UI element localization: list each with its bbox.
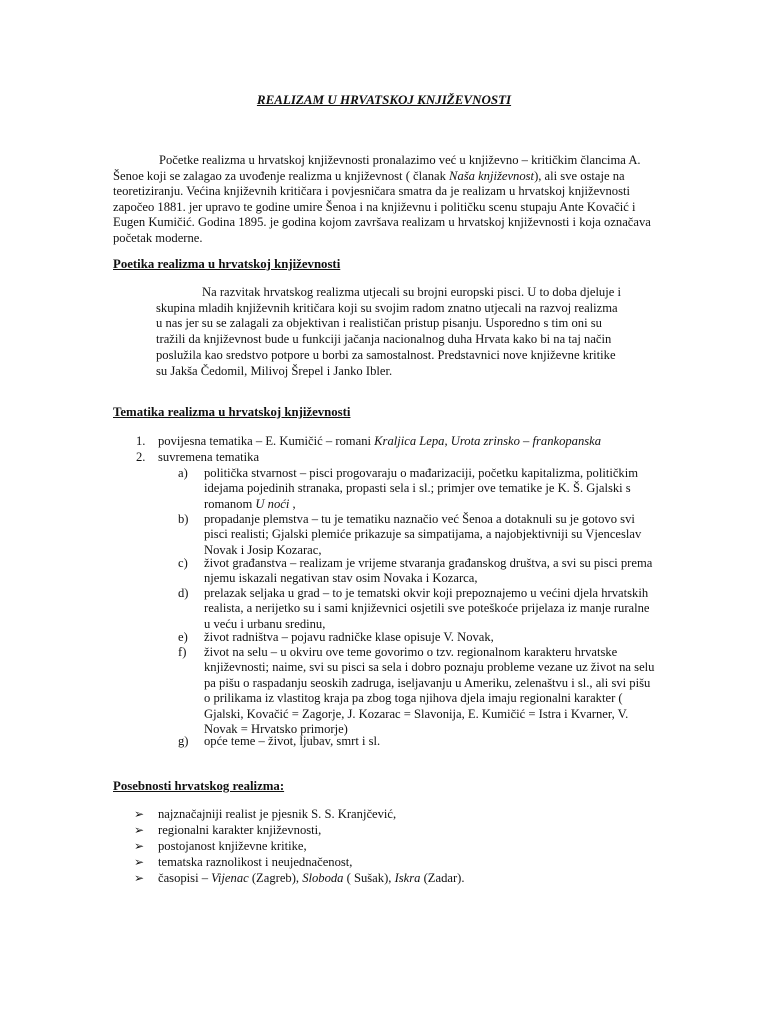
sub-text: život na selu – u okviru ove teme govorimo o tzv. regionalnom karakteru hrvatske književnosti; naime, svi su pisci sa sela i dobro poznaju probleme vezane uz život na selu pa pišu o raspadanju seoskih zadruga, iseljavanju u Ameriku, zelenaštvu i sl., ali svi pišu o prilikama iz vlastitog kraja pa zbog toga njihova djela imaju regionalni karakter ( Gjalski, Kovačić = Zagorje, J. Kozarac = Slavonija, E. Kumičić = Istra i Kvarner, V. Novak = Hrvatsko primorje) xyxy=(204,645,655,737)
novel-title: U noći xyxy=(255,496,290,511)
bullet-text: najznačajniji realist je pjesnik S. S. Kranjčević, xyxy=(158,807,397,821)
numbered-item-2 xyxy=(136,450,656,465)
bullet-t2: ( Sušak), xyxy=(343,871,395,885)
bullet-text: tematska raznolikost i neujednačenost, xyxy=(158,855,353,869)
item-number: 1. xyxy=(136,434,146,448)
item-text: povijesna tematika – E. Kumičić – romani xyxy=(158,434,375,448)
item-italic: Kraljica Lepa, Urota zrinsko – frankopanska xyxy=(374,434,602,448)
sub-item-g xyxy=(178,734,658,749)
sub-letter: d) xyxy=(178,586,189,600)
item-number: 2. xyxy=(136,450,146,464)
arrow-bullet-icon: ➢ xyxy=(134,855,145,869)
journal-sloboda: Sloboda xyxy=(302,871,344,885)
bullet-pre: časopisi – xyxy=(158,871,212,885)
arrow-bullet-icon: ➢ xyxy=(134,839,145,853)
section-heading-posebnosti: Posebnosti hrvatskog realizma: xyxy=(113,779,285,793)
sub-item-b xyxy=(178,512,658,558)
arrow-bullet-icon: ➢ xyxy=(134,807,145,821)
bullet-text: regionalni karakter književnosti, xyxy=(158,823,322,837)
sub-letter: c) xyxy=(178,556,188,570)
sub-text: život radništva – pojavu radničke klase opisuje V. Novak, xyxy=(204,630,494,644)
poetika-paragraph: Na razvitak hrvatskog realizma utjecali su brojni europski pisci. U to doba djeluje i skupina mladih književnih kritičara koji su svojim radom znatno utjecali na razvoj realizma u nas jer su se zalagali za objektivan i realističan pristup pisanju. Usporedno s tim oni su tražili da književnost bude u funkciji jačanja nacionalnog duha Hrvata kako bi na taj način poslužila kao sredstvo potpore u borbi za samostalnost. Predstavnici nove književne kritike su Jakša Čedomil, Milivoj Šrepel i Janko Ibler. xyxy=(156,285,621,378)
journal-iskra: Iskra xyxy=(394,871,421,885)
sub-text: politička stvarnost – pisci progovaraju o mađarizaciji, početku kapitalizma, političkim idejama pojedinih stranaka, propasti sela i sl.; primjer ove tematike je K. Š. Gjalski s romanom xyxy=(204,466,639,511)
document-title: REALIZAM U HRVATSKOJ KNJIŽEVNOSTI xyxy=(256,92,512,107)
intro-text-part1: Početke realizma u hrvatskoj književnosti pronalazimo već u književno – kritičkim člancima A. Šenoe koji se zalagao za uvođenje realizma u književnost ( članak xyxy=(113,153,641,183)
sub-text: propadanje plemstva – tu je tematiku naznačio već Šenoa a dotaknuli su je gotovo svi pisci realisti; Gjalski plemiće prikazuje sa simpatijama, a najobjektivniji su Vjenceslav Novak i Josip Kozarac, xyxy=(204,512,642,557)
sub-item-c xyxy=(178,556,658,587)
intro-article-title: Naša književnost xyxy=(449,168,535,183)
sub-letter: a) xyxy=(178,466,188,480)
arrow-bullet-icon: ➢ xyxy=(134,871,145,885)
sub-letter: b) xyxy=(178,512,189,526)
section-heading-poetika: Poetika realizma u hrvatskoj književnosti xyxy=(113,257,341,271)
sub-item-f xyxy=(178,645,658,737)
bullet-t1: (Zagreb), xyxy=(248,871,303,885)
sub-item-e xyxy=(178,630,658,645)
sub-text: opće teme – život, ljubav, smrt i sl. xyxy=(204,734,381,748)
sub-letter: f) xyxy=(178,645,187,659)
sub-item-d xyxy=(178,586,658,632)
journal-vijenac: Vijenac xyxy=(211,871,249,885)
numbered-item-1 xyxy=(136,434,656,449)
sub-tail: , xyxy=(289,496,296,511)
intro-paragraph xyxy=(113,153,653,247)
arrow-bullet-icon: ➢ xyxy=(134,823,145,837)
section-heading-tematika: Tematika realizma u hrvatskoj književnosti xyxy=(113,405,351,419)
bullet-text xyxy=(158,871,465,886)
sub-text: život građanstva – realizam je vrijeme stvaranja građanskog društva, a svi su pisci prema njemu iskazali negativan stav osim Novaka i Kozarca, xyxy=(204,556,653,586)
sub-letter: g) xyxy=(178,734,189,748)
intro-text-part2: ), ali sve ostaje na teoretiziranju. Većina književnih kritičara i povjesničara smatra da je realizam u hrvatskoj književnosti započeo 1881. jer upravo te godine umire Šenoa i na književnu i političku scenu stupaju Ante Kovačić i Eugen Kumičić. Godina 1895. je godina kojom završava realizam u hrvatskoj književnosti i koja označava početak moderne. xyxy=(113,168,651,245)
bullet-t3: (Zadar). xyxy=(420,871,465,885)
sub-text: prelazak seljaka u grad – to je tematski okvir koji prepoznajemo u većini djela hrvatskih realista, a nerijetko su i sami književnici osjetili sve poteškoće prijelaza iz manje ruralne u veću i urbanu sredinu, xyxy=(204,586,650,631)
sub-item-a xyxy=(178,466,658,512)
bullet-text: postojanost književne kritike, xyxy=(158,839,307,853)
sub-letter: e) xyxy=(178,630,188,644)
item-text: suvremena tematika xyxy=(158,450,260,464)
